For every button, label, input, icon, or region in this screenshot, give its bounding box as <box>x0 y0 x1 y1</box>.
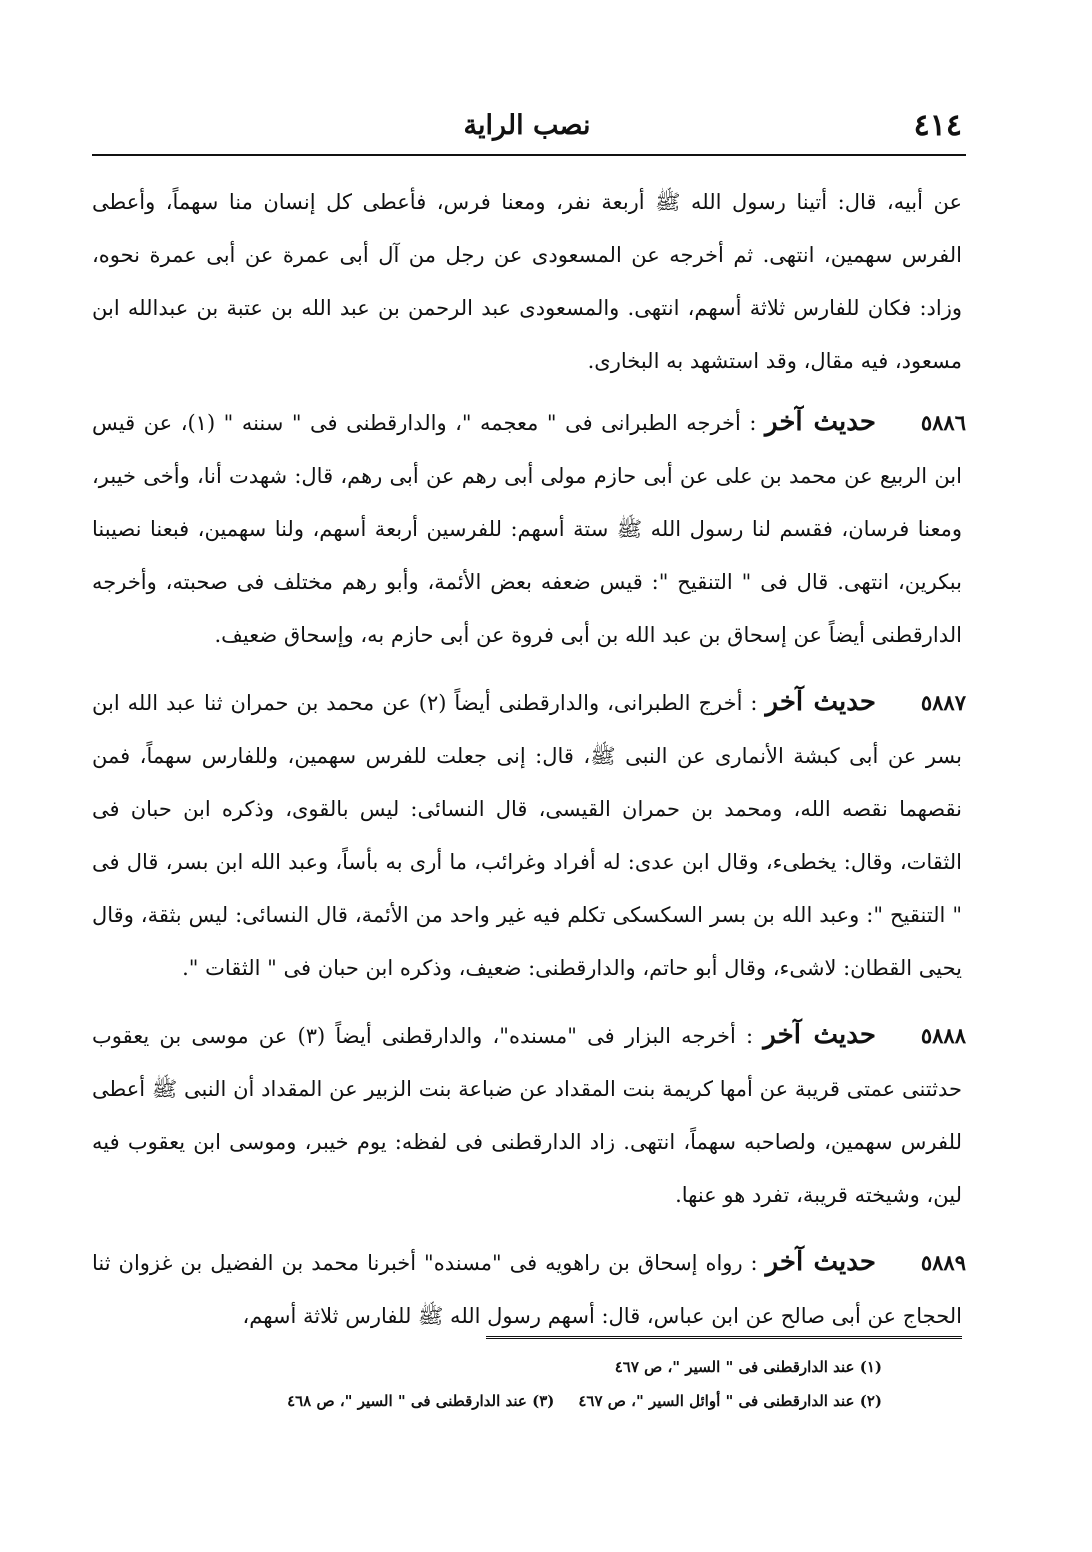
entry-number: ٥٨٨٨ <box>920 1023 966 1048</box>
hadith-entry <box>92 396 966 662</box>
running-title: نصب الراية <box>463 110 591 141</box>
footnote: (٣) عند الدارقطنى فى " السير "، ص ٤٦٨ <box>287 1392 555 1410</box>
entry-text: : رواه إسحاق بن راهويه فى "مسنده" أخبرنا محمد بن الفضيل بن غزوان ثنا الحجاج عن أبى صالح عن ابن عباس، قال: أسهم رسول الله ﷺ للفارس ثلاثة أسهم، <box>92 1251 962 1328</box>
entry-number: ٥٨٨٧ <box>920 690 966 715</box>
hadith-entry <box>92 1236 966 1343</box>
entry-keyword: حديث آخر <box>763 1020 876 1050</box>
entry-keyword: حديث آخر <box>765 1247 877 1277</box>
page-header <box>92 108 962 150</box>
hadith-entry <box>92 1009 966 1222</box>
page-number: ٤١٤ <box>913 108 962 143</box>
entry-text: : أخرجه الطبرانى فى " معجمه "، والدارقطنى فى " سننه " (١)، عن قيس ابن الربيع عن محمد بن على عن أبى حازم مولى أبى رهم عن أبى رهم، قال: شهدت أنا، وأخى خيبر، ومعنا فرسان، فقسم لنا رسول الله ﷺ ستة أسهم: للفرسين أربعة أسهم، ولنا سهمين، فبعنا نصيبنا ببكرين، انتهى. قال فى " التنقيح ": قيس ضعفه بعض الأئمة، وأبو رهم مختلف فى صحبته، وأخرجه الدارقطنى أيضاً عن إسحاق بن عبد الله بن أبى فروة عن أبى حازم به، وإسحاق ضعيف. <box>92 411 962 647</box>
entry-text: : أخرجه البزار فى "مسنده"، والدارقطنى أيضاً (٣) عن موسى بن يعقوب حدثتنى عمتى قريبة عن أمها كريمة بنت المقداد عن ضباعة بنت الزبير عن المقداد أن النبى ﷺ أعطى للفرس سهمين، ولصاحبه سهماً، انتهى. زاد الدارقطنى فى لفظه: يوم خيبر، وموسى ابن يعقوب فيه لين، وشيخته قريبة، تفرد هو عنها. <box>92 1024 962 1207</box>
header-rule <box>92 154 966 156</box>
entry-text: : أخرج الطبرانى، والدارقطنى أيضاً (٢) عن محمد بن حمران ثنا عبد الله ابن بسر عن أبى كبشة الأنمارى عن النبى ﷺ، قال: إنى جعلت للفرس سهمين، وللفارس سهماً، فمن نقصهما نقصه الله، ومحمد بن حمران القيسى، قال النسائى: ليس بالقوى، وذكره ابن حبان فى الثقات، وقال: يخطىء، وقال ابن عدى: له أفراد وغرائب، ما أرى به بأساً، وعبد الله ابن بسر، قال فى " التنقيح ": وعبد الله بن بسر السكسكى تكلم فيه غير واحد من الأئمة، قال النسائى: ليس بثقة، وقال يحيى القطان: لاشىء، وقال أبو حاتم، والدارقطنى: ضعيف، وذكره ابن حبان فى " الثقات ". <box>92 691 962 980</box>
entry-number: ٥٨٨٦ <box>920 410 966 435</box>
footnotes <box>160 1350 882 1418</box>
footnote-rule <box>486 1336 962 1339</box>
entry-keyword: حديث آخر <box>765 687 876 717</box>
footnote: (١) عند الدارقطنى فى " السير "، ص ٤٦٧ <box>614 1358 882 1376</box>
entry-keyword: حديث آخر <box>764 407 876 437</box>
intro-paragraph: عن أبيه، قال: أتينا رسول الله ﷺ أربعة نفر، ومعنا فرس، فأعطى كل إنسان منا سهماً، وأعطى الفرس سهمين، انتهى. ثم أخرجه عن المسعودى عن رجل من آل أبى عمرة عن أبى عمرة نحوه، وزاد: فكان للفارس ثلاثة أسهم، انتهى. والمسعودى عبد الرحمن بن عبد الله بن عتبة بن عبدالله ابن مسعود، فيه مقال، وقد استشهد به البخارى. <box>92 190 962 373</box>
hadith-entry <box>92 676 966 995</box>
page-body <box>92 176 966 1343</box>
footnote: (٢) عند الدارقطنى فى " أوائل السير "، ص ٤٦٧ <box>578 1392 882 1410</box>
entry-number: ٥٨٨٩ <box>920 1250 966 1275</box>
